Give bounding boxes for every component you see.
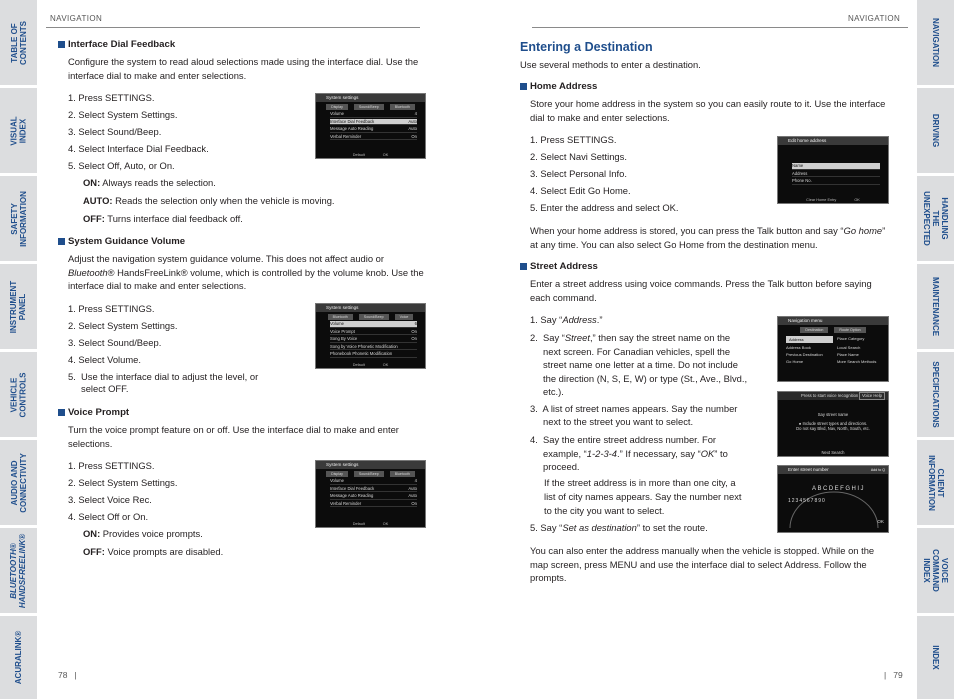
system-settings-voice-screen bbox=[315, 460, 426, 528]
interface-dial-feedback-heading: Interface Dial Feedback bbox=[58, 39, 175, 51]
step: 1. Press SETTINGS. bbox=[68, 303, 155, 314]
row-label: Phone No. bbox=[792, 178, 812, 183]
manual-entry-note: You can also enter the address manually when the vehicle is stopped. While on the map screen, press MENU and use the interface dial to select Address. Follow the prompts. bbox=[530, 545, 875, 584]
tab-voice-command-index[interactable]: VOICE COMMAND INDEX bbox=[917, 528, 954, 613]
tab-vehicle-controls[interactable]: VEHICLE CONTROLS bbox=[0, 352, 37, 437]
row-label: Message Auto Reading bbox=[330, 126, 374, 131]
row-label: Interface Dial Feedback bbox=[330, 485, 375, 491]
row-value: Auto bbox=[408, 493, 417, 498]
step: 2. Select System Settings. bbox=[68, 477, 178, 488]
ok-label: OK bbox=[854, 198, 860, 202]
home-address-body: Store your home address in the system so you can easily route to it. Use the interface dial to make and enter selections. bbox=[530, 98, 886, 123]
left-page-header: NAVIGATION bbox=[50, 14, 103, 23]
city-list-note: If the street address is in more than one city, a list of city names appears. Say the number next to the city you want to select. bbox=[544, 477, 742, 516]
right-page-header: NAVIGATION bbox=[848, 14, 901, 23]
voice-prompt-body: Turn the voice prompt feature on or off. Use the interface dial to make and enter selections. bbox=[68, 424, 399, 449]
instruction-line: Do not say Blvd, Nav, North, South, etc. bbox=[796, 426, 870, 431]
ok-label: OK bbox=[382, 522, 389, 526]
screen-tab: Route Option bbox=[834, 327, 865, 333]
default-label: Default bbox=[352, 363, 365, 367]
edit-home-address-screen bbox=[777, 136, 889, 204]
menu-item-place-category: Place Category bbox=[837, 336, 865, 341]
step: 4. Select Interface Dial Feedback. bbox=[68, 143, 209, 154]
row-label: Name bbox=[792, 163, 804, 168]
tab-client-information[interactable]: CLIENT INFORMATION bbox=[917, 440, 954, 525]
tab-safety-information[interactable]: SAFETY INFORMATION bbox=[0, 176, 37, 261]
row-label: Verbal Reminder bbox=[330, 133, 362, 139]
row-label: Interface Dial Feedback bbox=[330, 118, 375, 124]
menu-item-address-book: Address Book bbox=[786, 345, 811, 350]
step: 3. Select Voice Rec. bbox=[68, 494, 152, 505]
step: 5. Enter the address and select OK. bbox=[530, 202, 679, 213]
row-label: Verbal Reminder bbox=[330, 500, 362, 506]
step: 5. Use the interface dial to adjust the level, or select OFF. bbox=[68, 371, 259, 394]
home-address-heading: Home Address bbox=[520, 81, 597, 93]
system-settings-volume-screen bbox=[315, 303, 426, 369]
row-label: Voice Prompt bbox=[330, 328, 355, 334]
menu-item-go-home: Go Home bbox=[786, 359, 804, 364]
row-value: 4 bbox=[414, 478, 417, 483]
voice-help-label: Voice Help bbox=[859, 392, 885, 400]
system-guidance-volume-body: Adjust the navigation system guidance volume. This does not affect audio or Bluetooth® HandsFreeLink® volume, which is controlled by the volume knob. Use the interface dial to make and enter selections. bbox=[68, 253, 424, 292]
menu-item-local-search: Local Search bbox=[837, 345, 861, 350]
step: 3. Select Sound/Beep. bbox=[68, 337, 162, 348]
row-value: On bbox=[411, 336, 417, 341]
row-value: On bbox=[411, 500, 417, 506]
step: 4. Select Edit Go Home. bbox=[530, 185, 631, 196]
clear-home-entry-label: Clear Home Entry bbox=[806, 198, 837, 202]
tab-acuralink[interactable]: ACURALINK® bbox=[0, 616, 37, 699]
row-value: On bbox=[411, 133, 417, 139]
navigation-menu-screen bbox=[777, 316, 889, 382]
screen-tab: Display bbox=[326, 104, 348, 110]
menu-item-more-search-methods: More Search Methods bbox=[837, 359, 877, 364]
option-auto: AUTO: Reads the selection only when the vehicle is moving. bbox=[83, 195, 335, 206]
screen-tab: Bluetooth bbox=[390, 471, 415, 477]
step: 3. A list of street names appears. Say the number next to the street you want to select. bbox=[530, 403, 738, 427]
step: 2. Select System Settings. bbox=[68, 320, 178, 331]
ok-label: OK bbox=[382, 363, 389, 367]
screen-tab: Sound/Beep bbox=[354, 471, 384, 477]
row-value: Auto bbox=[408, 485, 417, 491]
menu-item-place-name: Place Name bbox=[837, 352, 859, 357]
row-value: Auto bbox=[408, 126, 417, 131]
screen-title: System settings bbox=[316, 94, 425, 102]
step: 1. Press SETTINGS. bbox=[68, 460, 155, 471]
row-value: 4 bbox=[414, 111, 417, 116]
system-settings-screen bbox=[315, 93, 426, 159]
step: 4. Say the entire street address number. For example, “1-2-3-4.” If necessary, say “OK” to proceed. bbox=[530, 434, 728, 472]
header-rule-left bbox=[46, 27, 420, 28]
row-label: Message Auto Reading bbox=[330, 493, 374, 498]
menu-item-previous-destination: Previous Destination bbox=[786, 352, 823, 357]
next-search-label: Next Search bbox=[821, 450, 845, 455]
step: 3. Select Sound/Beep. bbox=[68, 126, 162, 137]
interface-dial-feedback-body: Configure the system to read aloud selections made using the interface dial. Use the interface dial to make and enter selections. bbox=[68, 56, 419, 81]
option-on: ON: Provides voice prompts. bbox=[83, 528, 203, 539]
screen-tab: Display bbox=[326, 471, 348, 477]
tab-bluetooth-handsfreelink[interactable]: BLUETOOTH® HANDSFREELINK® bbox=[0, 528, 37, 613]
screen-tab: Sound/Beep bbox=[359, 314, 389, 320]
page-title: Entering a Destination bbox=[520, 40, 653, 54]
screen-tab: Sound/Beep bbox=[354, 104, 384, 110]
tab-audio-connectivity[interactable]: AUDIO AND CONNECTIVITY bbox=[0, 440, 37, 525]
voice-recognition-screen bbox=[777, 391, 889, 457]
default-label: Default bbox=[352, 153, 365, 157]
ok-label: OK bbox=[877, 519, 884, 524]
option-on: ON: Always reads the selection. bbox=[83, 177, 216, 188]
row-label: Song by Voice Phonetic Modification bbox=[330, 343, 398, 349]
ok-label: OK bbox=[382, 153, 389, 157]
instruction-line: ● Include street types and directions. bbox=[798, 421, 868, 426]
row-label: Volume bbox=[330, 478, 344, 483]
screen-title: Enter street number bbox=[788, 467, 829, 472]
step: 5. Say “Set as destination” to set the route. bbox=[530, 522, 708, 533]
intro-text: Use several methods to enter a destination. bbox=[520, 59, 701, 70]
screen-title: System settings bbox=[316, 461, 425, 469]
street-address-heading: Street Address bbox=[520, 261, 598, 273]
step: 1. Press SETTINGS. bbox=[68, 92, 155, 103]
step: 3. Select Personal Info. bbox=[530, 168, 627, 179]
step: 2. Select System Settings. bbox=[68, 109, 178, 120]
screen-tab: Bluetooth bbox=[390, 104, 415, 110]
header-rule-right bbox=[532, 27, 908, 28]
screen-tab: Bluetooth bbox=[328, 314, 353, 320]
screen-title: Edit home address bbox=[778, 137, 888, 145]
screen-tab: Voice bbox=[395, 314, 414, 320]
default-label: Default bbox=[352, 522, 365, 526]
tab-driving[interactable]: DRIVING bbox=[917, 88, 954, 173]
screen-title: Navigation menu bbox=[778, 317, 888, 325]
street-address-body: Enter a street address using voice commands. Press the Talk button before saying each command. bbox=[530, 278, 872, 303]
row-label: Phonebook Phonetic Modification bbox=[330, 351, 393, 356]
tab-table-of-contents[interactable]: TABLE OF CONTENTS bbox=[0, 0, 37, 85]
tab-visual-index[interactable]: VISUAL INDEX bbox=[0, 88, 37, 173]
row-value: On bbox=[411, 328, 417, 334]
dial-numbers: 1234567890 bbox=[788, 498, 826, 504]
option-off: OFF: Voice prompts are disabled. bbox=[83, 546, 224, 557]
row-value: Auto bbox=[408, 118, 417, 124]
step: 2. Select Navi Settings. bbox=[530, 151, 627, 162]
row-value: 6 bbox=[414, 321, 417, 326]
say-street-name-caption: Say street name bbox=[817, 412, 849, 417]
page-number-right: | 79 bbox=[884, 670, 903, 680]
step: 1. Press SETTINGS. bbox=[530, 134, 617, 145]
tab-maintenance[interactable]: MAINTENANCE bbox=[917, 264, 954, 349]
screen-title: System settings bbox=[316, 304, 425, 312]
go-home-note: When your home address is stored, you can press the Talk button and say “Go home” at any time. You can also select Go Home from the destination menu. bbox=[530, 225, 886, 250]
tab-specifications[interactable]: SPECIFICATIONS bbox=[917, 352, 954, 437]
row-label: Volume bbox=[330, 321, 344, 326]
step: 4. Select Volume. bbox=[68, 354, 141, 365]
option-off: OFF: Turns interface dial feedback off. bbox=[83, 213, 243, 224]
step: 5. Select Off, Auto, or On. bbox=[68, 160, 175, 171]
page-number-left: 78 | bbox=[58, 670, 77, 680]
step: 4. Select Off or On. bbox=[68, 511, 149, 522]
menu-item-address: Address bbox=[786, 336, 833, 343]
row-label: Address bbox=[792, 170, 808, 176]
screen-tab: Destination bbox=[800, 327, 828, 333]
voice-prompt-bar: Press to start voice recognition bbox=[801, 393, 859, 398]
add-label: Add to Q bbox=[870, 468, 885, 472]
tab-index[interactable]: INDEX bbox=[917, 616, 954, 699]
dial-letters: ABCDEFGHIJ bbox=[812, 486, 866, 492]
tab-handling-unexpected[interactable]: HANDLING THE UNEXPECTED bbox=[917, 176, 954, 261]
system-guidance-volume-heading: System Guidance Volume bbox=[58, 236, 185, 248]
tab-navigation[interactable]: NAVIGATION bbox=[917, 0, 954, 85]
step: 2. Say “Street,” then say the street name on the next screen. For Canadian vehicles, spell the street name one letter at a time. Do not include the direction (N, S, E, W) or type (St., Ave., Blvd., etc.). bbox=[530, 332, 748, 397]
row-label: Song By Voice bbox=[330, 336, 358, 341]
voice-prompt-heading: Voice Prompt bbox=[58, 407, 129, 419]
step: 1. Say “Address.” bbox=[530, 314, 603, 325]
row-label: Volume bbox=[330, 111, 344, 116]
enter-street-number-screen bbox=[777, 465, 889, 533]
tab-instrument-panel[interactable]: INSTRUMENT PANEL bbox=[0, 264, 37, 349]
